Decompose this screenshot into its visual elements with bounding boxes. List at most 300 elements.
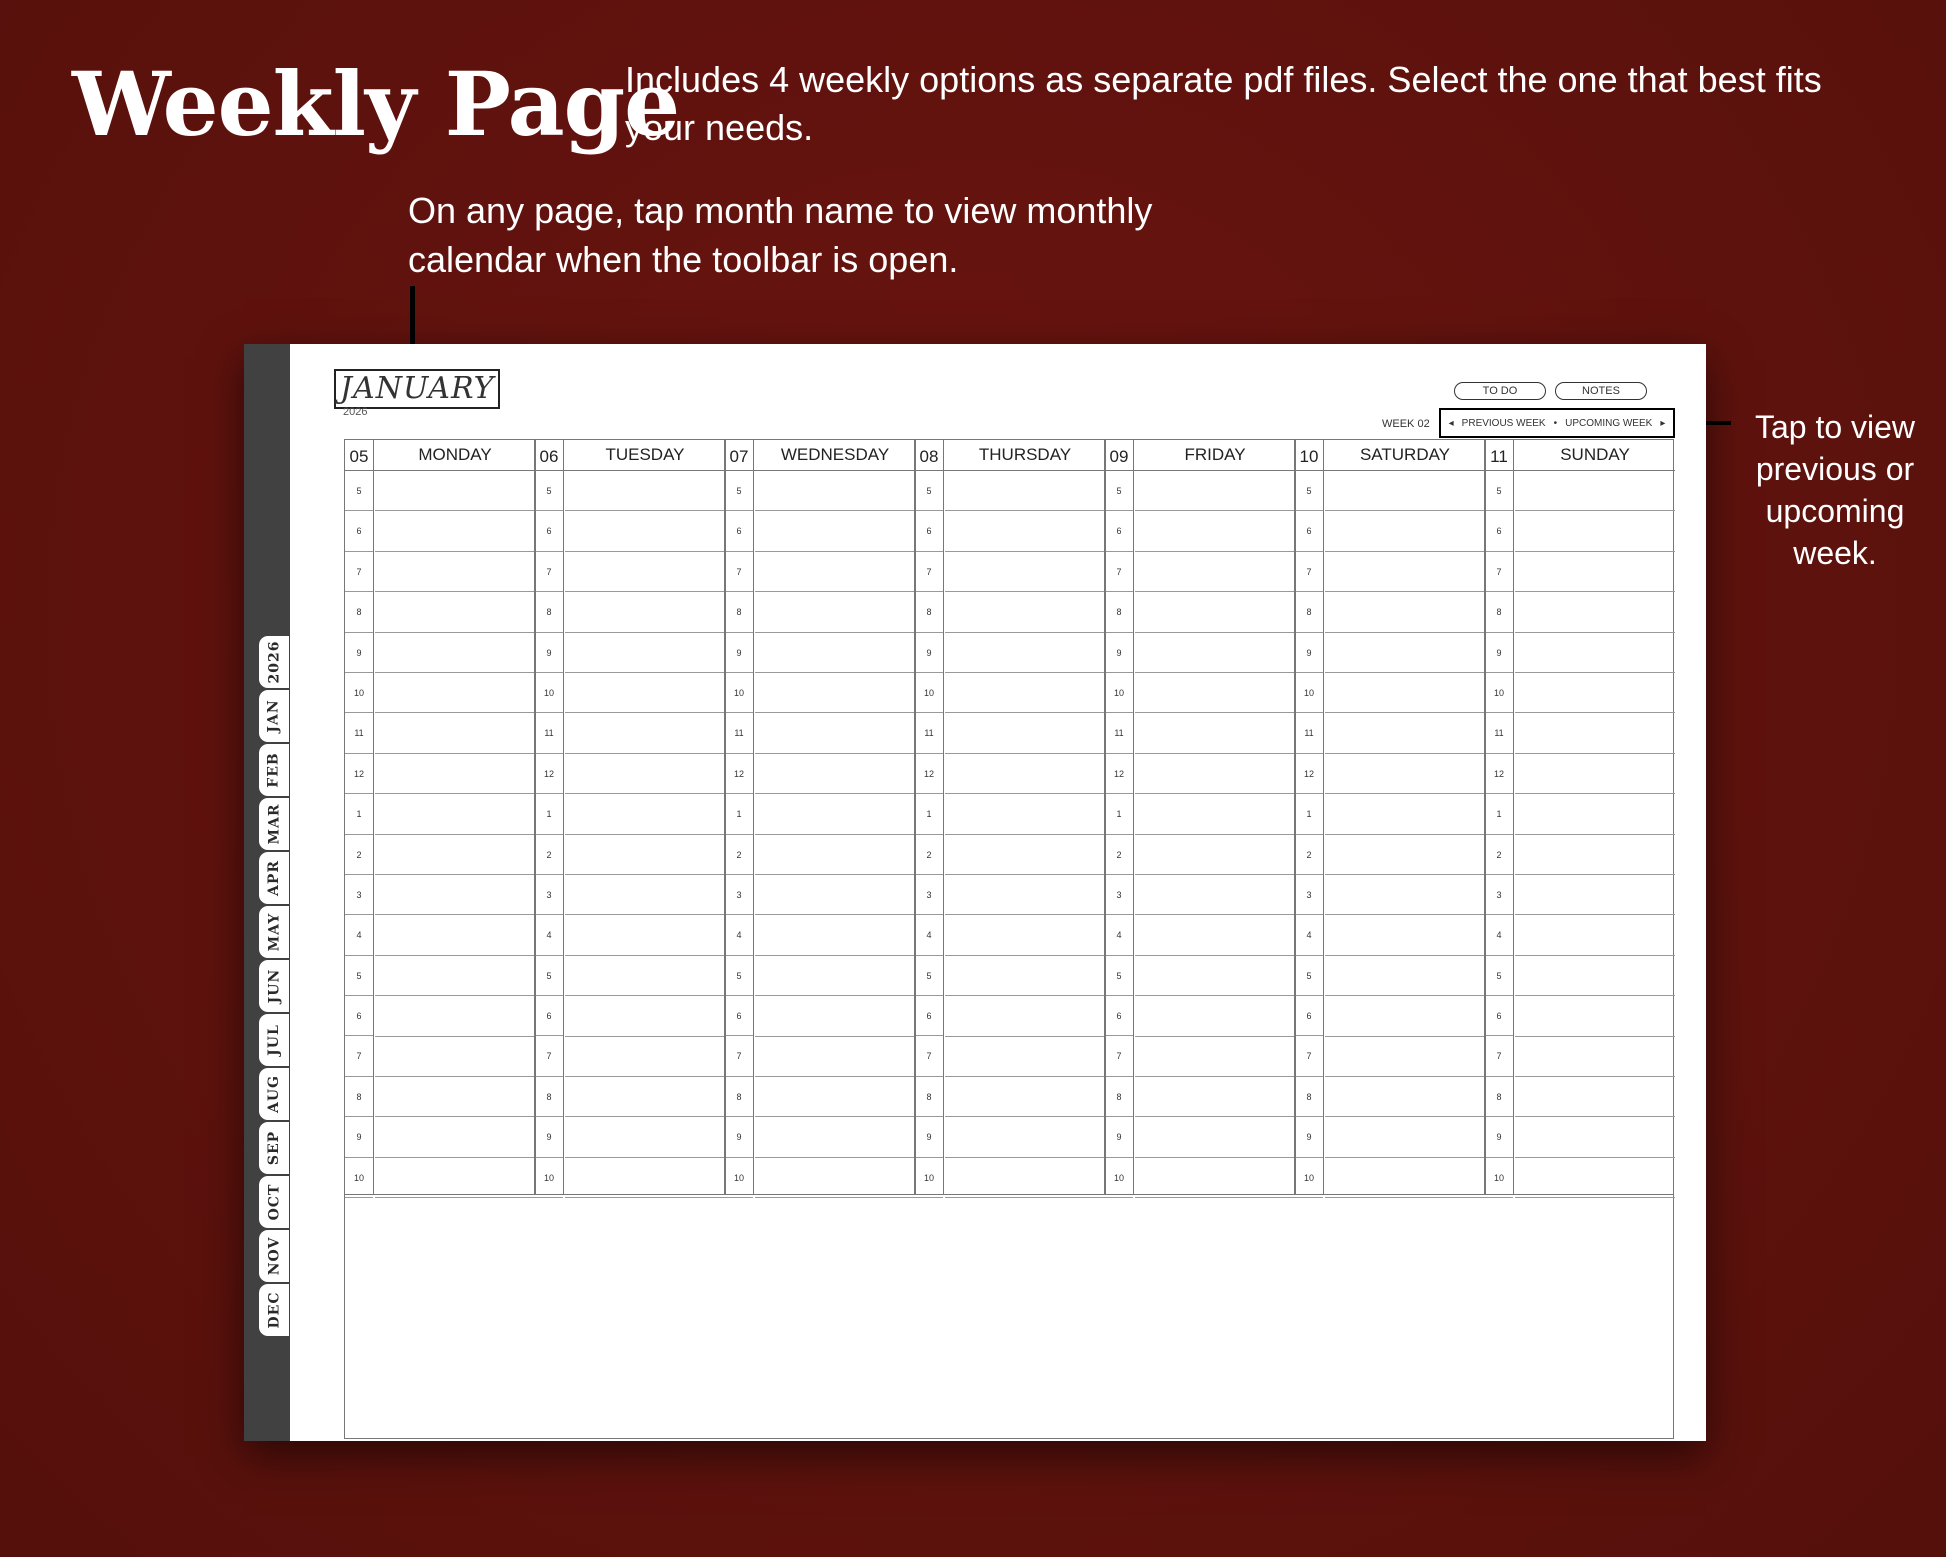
hour-label: 11 <box>535 713 563 753</box>
time-slot[interactable] <box>1325 915 1485 955</box>
column-divider <box>534 440 536 1194</box>
time-slot[interactable] <box>565 673 725 713</box>
hour-labels <box>915 471 944 1194</box>
time-slot[interactable] <box>945 956 1105 996</box>
time-slot[interactable] <box>1135 956 1295 996</box>
time-slot[interactable] <box>755 511 915 551</box>
hour-label: 2 <box>1105 835 1133 875</box>
hour-label: 5 <box>1485 471 1513 511</box>
hour-label: 2 <box>725 835 753 875</box>
time-slot[interactable] <box>375 673 535 713</box>
time-slot[interactable] <box>375 713 535 753</box>
hour-label: 5 <box>725 471 753 511</box>
upcoming-week-link[interactable]: UPCOMING WEEK <box>1565 417 1653 429</box>
column-divider <box>724 440 726 1194</box>
day-name: THURSDAY <box>978 445 1072 464</box>
time-slot[interactable] <box>945 835 1105 875</box>
time-slot[interactable] <box>565 633 725 673</box>
time-slot[interactable] <box>945 592 1105 632</box>
hour-label: 10 <box>1105 1158 1133 1198</box>
week-navigation <box>1439 408 1675 438</box>
time-slot[interactable] <box>375 794 535 834</box>
time-slot[interactable] <box>1515 996 1675 1036</box>
hour-label: 10 <box>725 673 753 713</box>
day-column-wednesday <box>725 440 915 1194</box>
hour-label: 8 <box>915 592 943 632</box>
year-label: 2026 <box>343 406 368 418</box>
hour-label: 12 <box>1105 754 1133 794</box>
day-column-friday <box>1105 440 1295 1194</box>
hour-label: 12 <box>725 754 753 794</box>
hour-label: 5 <box>915 956 943 996</box>
day-header <box>725 440 915 471</box>
time-slot[interactable] <box>1325 1117 1485 1157</box>
hour-label: 3 <box>1295 875 1323 915</box>
day-number: 09 <box>1105 440 1134 470</box>
hour-label: 10 <box>1485 1158 1513 1198</box>
next-arrow-icon[interactable]: ▸ <box>1660 417 1666 429</box>
hour-label: 11 <box>915 713 943 753</box>
time-slot[interactable] <box>1515 1117 1675 1157</box>
hour-label: 9 <box>915 1117 943 1157</box>
time-slot[interactable] <box>1135 915 1295 955</box>
time-slot[interactable] <box>1515 1037 1675 1077</box>
hour-label: 10 <box>725 1158 753 1198</box>
time-slot[interactable] <box>1325 511 1485 551</box>
time-slot[interactable] <box>1325 1037 1485 1077</box>
hour-label: 5 <box>345 471 373 511</box>
hour-label: 7 <box>1105 1036 1133 1076</box>
hour-label: 1 <box>535 794 563 834</box>
time-slot[interactable] <box>755 835 915 875</box>
hour-label: 5 <box>535 471 563 511</box>
previous-week-link[interactable]: PREVIOUS WEEK <box>1461 417 1546 429</box>
hour-label: 2 <box>1485 835 1513 875</box>
day-header <box>1485 440 1675 471</box>
time-slot[interactable] <box>1135 471 1295 511</box>
time-slot[interactable] <box>375 996 535 1036</box>
day-name: SUNDAY <box>1560 445 1630 464</box>
time-slot[interactable] <box>1515 794 1675 834</box>
time-slot[interactable] <box>945 1158 1105 1198</box>
hour-label: 7 <box>345 1036 373 1076</box>
time-slot[interactable] <box>1515 1158 1675 1198</box>
hour-label: 4 <box>1105 915 1133 955</box>
time-slot[interactable] <box>375 1037 535 1077</box>
time-slot[interactable] <box>375 633 535 673</box>
hour-label: 9 <box>915 633 943 673</box>
hour-label: 2 <box>345 835 373 875</box>
day-header <box>1105 440 1295 471</box>
hour-label: 3 <box>725 875 753 915</box>
todo-button[interactable]: TO DO <box>1454 382 1546 400</box>
tab-label: JAN <box>266 699 283 733</box>
hour-label: 6 <box>725 511 753 551</box>
hour-labels <box>1295 471 1324 1194</box>
time-slot[interactable] <box>945 552 1105 592</box>
time-slot[interactable] <box>565 1037 725 1077</box>
hour-label: 5 <box>1295 956 1323 996</box>
day-number: 10 <box>1295 440 1324 470</box>
hour-label: 4 <box>725 915 753 955</box>
day-column-sunday <box>1485 440 1675 1194</box>
hour-label: 8 <box>1485 1077 1513 1117</box>
time-slot[interactable] <box>1325 875 1485 915</box>
time-slot[interactable] <box>1325 1077 1485 1117</box>
hour-label: 7 <box>1295 552 1323 592</box>
day-column-thursday <box>915 440 1105 1194</box>
time-slot[interactable] <box>755 915 915 955</box>
intro-text: Includes 4 weekly options as separate pdf files. Select the one that best fits your needs. <box>625 59 1822 148</box>
notes-area[interactable] <box>345 1194 1673 1438</box>
time-slot[interactable] <box>1325 956 1485 996</box>
time-slot[interactable] <box>565 1077 725 1117</box>
time-slot[interactable] <box>755 673 915 713</box>
tab-2026[interactable] <box>259 636 289 688</box>
time-slot[interactable] <box>945 1037 1105 1077</box>
time-slot[interactable] <box>565 835 725 875</box>
time-slot[interactable] <box>755 713 915 753</box>
hour-label: 1 <box>1295 794 1323 834</box>
hour-label: 6 <box>345 996 373 1036</box>
hour-label: 6 <box>535 511 563 551</box>
tab-label: SEP <box>266 1130 282 1166</box>
time-slot[interactable] <box>1515 915 1675 955</box>
time-slot[interactable] <box>755 592 915 632</box>
tab-label: NOV <box>266 1236 283 1276</box>
hour-labels <box>725 471 754 1194</box>
tab-mar[interactable] <box>259 798 289 850</box>
hour-label: 9 <box>345 633 373 673</box>
time-slot[interactable] <box>945 1077 1105 1117</box>
time-slot[interactable] <box>1135 673 1295 713</box>
hour-label: 7 <box>1295 1036 1323 1076</box>
time-slot[interactable] <box>755 1158 915 1198</box>
hour-label: 11 <box>345 713 373 753</box>
hour-label: 8 <box>1105 592 1133 632</box>
time-slot[interactable] <box>565 794 725 834</box>
time-slot[interactable] <box>375 592 535 632</box>
time-slot[interactable] <box>1515 673 1675 713</box>
hour-label: 12 <box>535 754 563 794</box>
hour-label: 9 <box>1485 1117 1513 1157</box>
planner-page <box>244 344 1706 1441</box>
time-slot[interactable] <box>945 713 1105 753</box>
time-slot[interactable] <box>1325 794 1485 834</box>
tab-aug[interactable] <box>259 1068 289 1120</box>
day-column-saturday <box>1295 440 1485 1194</box>
hour-label: 7 <box>725 552 753 592</box>
hour-label: 6 <box>1295 511 1323 551</box>
hour-label: 3 <box>1485 875 1513 915</box>
hour-label: 5 <box>725 956 753 996</box>
time-slot[interactable] <box>375 754 535 794</box>
hour-labels <box>1485 471 1514 1194</box>
time-slot[interactable] <box>1325 713 1485 753</box>
hour-label: 8 <box>1485 592 1513 632</box>
time-slot[interactable] <box>375 471 535 511</box>
tab-label: JUL <box>266 1024 282 1056</box>
time-slot[interactable] <box>1515 471 1675 511</box>
tab-dec[interactable] <box>259 1284 289 1336</box>
time-slot[interactable] <box>1135 1077 1295 1117</box>
time-slot[interactable] <box>1135 754 1295 794</box>
time-slot[interactable] <box>1135 996 1295 1036</box>
time-slot[interactable] <box>565 875 725 915</box>
day-number: 08 <box>915 440 944 470</box>
hour-label: 1 <box>725 794 753 834</box>
hour-label: 2 <box>1295 835 1323 875</box>
tab-label: JUN <box>266 968 283 1004</box>
time-slot[interactable] <box>1325 835 1485 875</box>
hour-label: 9 <box>1105 633 1133 673</box>
prev-arrow-icon[interactable]: ◂ <box>1448 417 1454 429</box>
time-slot[interactable] <box>945 1117 1105 1157</box>
time-slot[interactable] <box>375 1077 535 1117</box>
time-slot[interactable] <box>1515 552 1675 592</box>
hour-label: 2 <box>915 835 943 875</box>
time-slot[interactable] <box>945 511 1105 551</box>
time-slot[interactable] <box>1325 754 1485 794</box>
time-slot[interactable] <box>1325 673 1485 713</box>
time-slot[interactable] <box>1135 511 1295 551</box>
hour-label: 3 <box>345 875 373 915</box>
time-slot[interactable] <box>1515 713 1675 753</box>
time-slot[interactable] <box>1135 1158 1295 1198</box>
time-slot[interactable] <box>1135 552 1295 592</box>
hour-label: 8 <box>345 592 373 632</box>
time-slot[interactable] <box>1135 1037 1295 1077</box>
hour-label: 4 <box>535 915 563 955</box>
time-slot[interactable] <box>1325 552 1485 592</box>
time-slot[interactable] <box>1515 875 1675 915</box>
month-name-callout: On any page, tap month name to view monthly calendar when the toolbar is open. <box>408 190 1153 280</box>
hour-label: 6 <box>345 511 373 551</box>
time-slot[interactable] <box>1515 956 1675 996</box>
time-slot[interactable] <box>755 754 915 794</box>
hour-label: 11 <box>725 713 753 753</box>
time-slot[interactable] <box>1135 794 1295 834</box>
time-slot[interactable] <box>375 835 535 875</box>
time-slot[interactable] <box>1325 633 1485 673</box>
time-slot[interactable] <box>755 552 915 592</box>
time-slot[interactable] <box>565 552 725 592</box>
time-slot[interactable] <box>565 471 725 511</box>
hour-label: 4 <box>915 915 943 955</box>
time-slot[interactable] <box>375 511 535 551</box>
time-slot[interactable] <box>1325 592 1485 632</box>
hour-label: 1 <box>1105 794 1133 834</box>
day-column-monday <box>345 440 535 1194</box>
hour-label: 6 <box>1105 996 1133 1036</box>
tab-jul[interactable] <box>259 1014 289 1066</box>
time-slot[interactable] <box>375 552 535 592</box>
time-slot[interactable] <box>565 592 725 632</box>
hour-label: 7 <box>1105 552 1133 592</box>
day-number: 07 <box>725 440 754 470</box>
day-name: TUESDAY <box>605 445 685 464</box>
time-slot[interactable] <box>755 1117 915 1157</box>
time-slot[interactable] <box>945 673 1105 713</box>
hour-label: 1 <box>1485 794 1513 834</box>
day-name: SATURDAY <box>1359 445 1451 464</box>
time-slot[interactable] <box>1515 511 1675 551</box>
tab-label: MAR <box>266 803 282 845</box>
time-slot[interactable] <box>1515 835 1675 875</box>
time-slot[interactable] <box>1325 471 1485 511</box>
time-slot[interactable] <box>375 956 535 996</box>
time-slot[interactable] <box>1515 592 1675 632</box>
hour-label: 10 <box>1105 673 1133 713</box>
hour-label: 11 <box>1485 713 1513 753</box>
day-header <box>535 440 725 471</box>
month-title-link[interactable]: JANUARY <box>334 369 500 409</box>
time-slot[interactable] <box>565 956 725 996</box>
hour-label: 5 <box>1295 471 1323 511</box>
time-slot[interactable] <box>1325 1158 1485 1198</box>
time-slot[interactable] <box>565 1117 725 1157</box>
hour-label: 7 <box>1485 552 1513 592</box>
hour-label: 7 <box>345 552 373 592</box>
hour-label: 6 <box>915 996 943 1036</box>
hour-label: 8 <box>345 1077 373 1117</box>
hour-label: 10 <box>915 1158 943 1198</box>
tab-jan[interactable] <box>259 690 289 742</box>
time-slot[interactable] <box>375 915 535 955</box>
hour-label: 1 <box>345 794 373 834</box>
time-slot[interactable] <box>565 996 725 1036</box>
hour-label: 5 <box>1105 956 1133 996</box>
hour-label: 10 <box>535 1158 563 1198</box>
time-slot[interactable] <box>565 713 725 753</box>
day-name: FRIDAY <box>1184 445 1246 464</box>
time-slot[interactable] <box>945 754 1105 794</box>
time-slot[interactable] <box>945 875 1105 915</box>
hour-label: 9 <box>535 633 563 673</box>
hour-label: 8 <box>1295 592 1323 632</box>
day-number: 11 <box>1485 440 1514 470</box>
hour-label: 12 <box>915 754 943 794</box>
hour-label: 9 <box>725 1117 753 1157</box>
day-header <box>345 440 535 471</box>
hour-label: 7 <box>1485 1036 1513 1076</box>
time-slot[interactable] <box>1135 633 1295 673</box>
time-slot[interactable] <box>565 754 725 794</box>
hour-label: 5 <box>1485 956 1513 996</box>
time-slot[interactable] <box>755 875 915 915</box>
hour-label: 6 <box>915 511 943 551</box>
time-slot[interactable] <box>755 956 915 996</box>
time-slot[interactable] <box>375 875 535 915</box>
hour-label: 6 <box>535 996 563 1036</box>
hour-label: 9 <box>1295 1117 1323 1157</box>
tab-nov[interactable] <box>259 1230 289 1282</box>
hour-label: 4 <box>1295 915 1323 955</box>
time-slot[interactable] <box>375 1158 535 1198</box>
time-slot[interactable] <box>1135 875 1295 915</box>
tab-may[interactable] <box>259 906 289 958</box>
hour-label: 11 <box>1105 713 1133 753</box>
hour-label: 9 <box>535 1117 563 1157</box>
hour-label: 8 <box>535 1077 563 1117</box>
tab-label: OCT <box>266 1183 283 1221</box>
hour-label: 5 <box>345 956 373 996</box>
hour-label: 8 <box>915 1077 943 1117</box>
month-tabs <box>259 636 289 1338</box>
time-slot[interactable] <box>945 996 1105 1036</box>
time-slot[interactable] <box>945 915 1105 955</box>
day-header <box>1295 440 1485 471</box>
time-slot[interactable] <box>945 633 1105 673</box>
tab-label: DEC <box>266 1291 282 1329</box>
time-slot[interactable] <box>755 471 915 511</box>
time-slot[interactable] <box>375 1117 535 1157</box>
hour-label: 10 <box>1295 1158 1323 1198</box>
hour-label: 7 <box>725 1036 753 1076</box>
hour-label: 9 <box>1105 1117 1133 1157</box>
hour-label: 9 <box>1295 633 1323 673</box>
hour-label: 8 <box>535 592 563 632</box>
tab-oct[interactable] <box>259 1176 289 1228</box>
hour-label: 6 <box>1485 996 1513 1036</box>
hour-label: 2 <box>535 835 563 875</box>
time-slot[interactable] <box>755 996 915 1036</box>
hour-label: 9 <box>725 633 753 673</box>
hour-labels <box>535 471 564 1194</box>
hour-label: 3 <box>1105 875 1133 915</box>
hour-label: 10 <box>1295 673 1323 713</box>
time-slot[interactable] <box>755 1077 915 1117</box>
time-slot[interactable] <box>1325 996 1485 1036</box>
tab-apr[interactable] <box>259 852 289 904</box>
time-slot[interactable] <box>755 1037 915 1077</box>
hour-label: 7 <box>535 1036 563 1076</box>
hour-label: 6 <box>1295 996 1323 1036</box>
time-slot[interactable] <box>755 633 915 673</box>
time-slot[interactable] <box>945 794 1105 834</box>
tab-sep[interactable] <box>259 1122 289 1174</box>
hour-label: 12 <box>1485 754 1513 794</box>
day-name: MONDAY <box>418 445 492 464</box>
hour-label: 8 <box>725 592 753 632</box>
day-name: WEDNESDAY <box>780 445 890 464</box>
time-slot[interactable] <box>1135 1117 1295 1157</box>
week-grid <box>344 439 1674 1439</box>
tab-feb[interactable] <box>259 744 289 796</box>
day-number: 06 <box>535 440 564 470</box>
hour-label: 3 <box>535 875 563 915</box>
time-slot[interactable] <box>945 471 1105 511</box>
time-slot[interactable] <box>1515 754 1675 794</box>
time-slot[interactable] <box>1135 713 1295 753</box>
time-slot[interactable] <box>565 511 725 551</box>
week-number: WEEK 02 <box>1382 418 1430 430</box>
hour-label: 12 <box>1295 754 1323 794</box>
tab-jun[interactable] <box>259 960 289 1012</box>
hour-label: 6 <box>1105 511 1133 551</box>
notes-button[interactable]: NOTES <box>1555 382 1647 400</box>
day-column-tuesday <box>535 440 725 1194</box>
hour-label: 8 <box>1105 1077 1133 1117</box>
time-slot[interactable] <box>755 794 915 834</box>
time-slot[interactable] <box>1515 1077 1675 1117</box>
hour-label: 8 <box>1295 1077 1323 1117</box>
time-slot[interactable] <box>1135 592 1295 632</box>
time-slot[interactable] <box>1135 835 1295 875</box>
time-slot[interactable] <box>565 1158 725 1198</box>
time-slot[interactable] <box>565 915 725 955</box>
time-slot[interactable] <box>1515 633 1675 673</box>
